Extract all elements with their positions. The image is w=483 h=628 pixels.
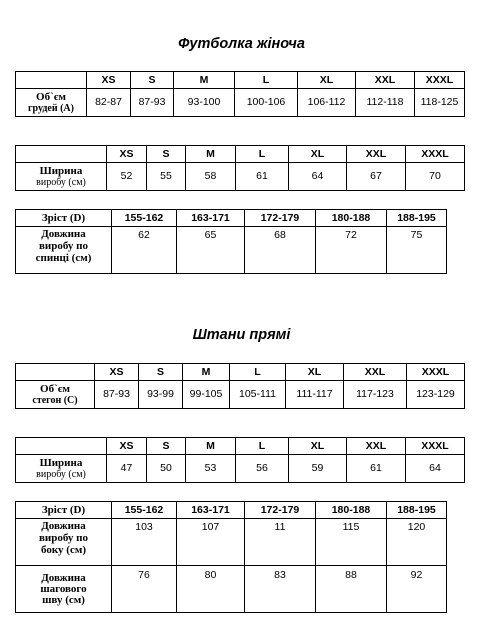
value-cell: 87-93 bbox=[95, 381, 139, 409]
value-cell: 115 bbox=[316, 519, 387, 566]
value-cell: 64 bbox=[289, 163, 347, 191]
value-cell: 47 bbox=[107, 455, 147, 483]
label-line: виробу по bbox=[38, 240, 89, 252]
label-line: Ширина bbox=[39, 164, 83, 177]
row-label bbox=[16, 566, 112, 613]
size-header: XXL bbox=[347, 438, 406, 455]
value-cell: 100-106 bbox=[235, 89, 298, 117]
value-cell: 117-123 bbox=[344, 381, 407, 409]
value-cell: 55 bbox=[147, 163, 186, 191]
value-cell: 111-117 bbox=[286, 381, 344, 409]
size-header: M bbox=[186, 146, 236, 163]
size-header: S bbox=[131, 72, 174, 89]
value-cell: 65 bbox=[177, 227, 245, 274]
row-label bbox=[16, 381, 95, 409]
height-header: 163-171 bbox=[177, 210, 245, 227]
size-header: XXL bbox=[344, 364, 407, 381]
value-cell: 92 bbox=[387, 566, 447, 613]
value-cell: 68 bbox=[245, 227, 316, 274]
value-cell: 107 bbox=[177, 519, 245, 566]
tshirt-title: Футболка жіноча bbox=[178, 36, 305, 52]
pants-title: Штани прямі bbox=[192, 327, 291, 343]
label-line: Довжина bbox=[41, 228, 86, 240]
size-header: XS bbox=[107, 146, 147, 163]
size-header: XL bbox=[286, 364, 344, 381]
height-header: 155-162 bbox=[112, 502, 177, 519]
value-cell: 87-93 bbox=[131, 89, 174, 117]
label-line: Довжина bbox=[41, 571, 86, 584]
value-cell: 83 bbox=[245, 566, 316, 613]
row-label bbox=[16, 519, 112, 566]
size-header: M bbox=[186, 438, 236, 455]
empty-cell bbox=[16, 438, 107, 455]
value-cell: 93-99 bbox=[139, 381, 183, 409]
height-header: 188-195 bbox=[387, 210, 447, 227]
value-cell: 61 bbox=[347, 455, 406, 483]
size-header: XXXL bbox=[415, 72, 465, 89]
value-cell: 70 bbox=[406, 163, 465, 191]
value-cell: 80 bbox=[177, 566, 245, 613]
empty-cell bbox=[16, 72, 87, 89]
label-line: Об`єм bbox=[36, 90, 66, 103]
value-cell: 56 bbox=[236, 455, 289, 483]
pants-hips-table bbox=[15, 363, 465, 409]
height-header: 172-179 bbox=[245, 502, 316, 519]
size-header: L bbox=[236, 146, 289, 163]
value-cell: 59 bbox=[289, 455, 347, 483]
row-label bbox=[16, 227, 112, 274]
size-header: XS bbox=[107, 438, 147, 455]
empty-cell bbox=[16, 146, 107, 163]
value-cell: 118-125 bbox=[415, 89, 465, 117]
value-cell: 99-105 bbox=[183, 381, 230, 409]
size-header: XXXL bbox=[406, 438, 465, 455]
tshirt-width-table bbox=[15, 145, 465, 191]
label-line: Довжина bbox=[41, 520, 86, 532]
label-line: Об`єм bbox=[40, 382, 70, 395]
row-label bbox=[16, 163, 107, 191]
height-header: 188-195 bbox=[387, 502, 447, 519]
height-header: 180-188 bbox=[316, 502, 387, 519]
value-cell: 53 bbox=[186, 455, 236, 483]
label-line: боку (см) bbox=[41, 544, 86, 556]
value-cell: 76 bbox=[112, 566, 177, 613]
row-label bbox=[16, 89, 87, 117]
value-cell: 123-129 bbox=[407, 381, 465, 409]
size-header: S bbox=[147, 146, 186, 163]
value-cell: 112-118 bbox=[356, 89, 415, 117]
size-header: XL bbox=[298, 72, 356, 89]
label-line: шву (см) bbox=[42, 593, 85, 606]
label-line: виробу по bbox=[38, 532, 89, 544]
value-cell: 58 bbox=[186, 163, 236, 191]
value-cell: 72 bbox=[316, 227, 387, 274]
size-header: XXL bbox=[356, 72, 415, 89]
value-cell: 62 bbox=[112, 227, 177, 274]
size-header: XXL bbox=[347, 146, 406, 163]
value-cell: 106-112 bbox=[298, 89, 356, 117]
label-line: грудей (А) bbox=[28, 102, 74, 114]
value-cell: 120 bbox=[387, 519, 447, 566]
size-header: S bbox=[147, 438, 186, 455]
value-cell: 75 bbox=[387, 227, 447, 274]
label-line: Ширина bbox=[39, 456, 83, 469]
size-header: M bbox=[174, 72, 235, 89]
pants-width-table bbox=[15, 437, 465, 483]
value-cell: 103 bbox=[112, 519, 177, 566]
height-header: 155-162 bbox=[112, 210, 177, 227]
height-header-label: Зріст (D) bbox=[16, 502, 112, 519]
tshirt-chest-table bbox=[15, 71, 465, 117]
value-cell: 11 bbox=[245, 519, 316, 566]
value-cell: 82-87 bbox=[87, 89, 131, 117]
pants-length-table bbox=[15, 501, 447, 613]
size-header: XXXL bbox=[407, 364, 465, 381]
size-header: S bbox=[139, 364, 183, 381]
height-header: 163-171 bbox=[177, 502, 245, 519]
value-cell: 93-100 bbox=[174, 89, 235, 117]
label-line: шагового bbox=[40, 582, 87, 595]
value-cell: 50 bbox=[147, 455, 186, 483]
size-header: XXXL bbox=[406, 146, 465, 163]
label-line: виробу (см) bbox=[36, 468, 86, 480]
size-header: XL bbox=[289, 146, 347, 163]
height-header-label: Зріст (D) bbox=[16, 210, 112, 227]
size-header: M bbox=[183, 364, 230, 381]
value-cell: 88 bbox=[316, 566, 387, 613]
size-header: L bbox=[230, 364, 286, 381]
empty-cell bbox=[16, 364, 95, 381]
value-cell: 61 bbox=[236, 163, 289, 191]
value-cell: 105-111 bbox=[230, 381, 286, 409]
size-header: L bbox=[235, 72, 298, 89]
size-header: XL bbox=[289, 438, 347, 455]
label-line: стегон (С) bbox=[32, 394, 78, 406]
size-header: XS bbox=[87, 72, 131, 89]
value-cell: 52 bbox=[107, 163, 147, 191]
value-cell: 67 bbox=[347, 163, 406, 191]
height-header: 180-188 bbox=[316, 210, 387, 227]
label-line: виробу (см) bbox=[36, 176, 86, 188]
size-header: L bbox=[236, 438, 289, 455]
tshirt-length-table bbox=[15, 209, 447, 274]
size-header: XS bbox=[95, 364, 139, 381]
value-cell: 64 bbox=[406, 455, 465, 483]
label-line: спинці (см) bbox=[35, 252, 92, 264]
height-header: 172-179 bbox=[245, 210, 316, 227]
row-label bbox=[16, 455, 107, 483]
